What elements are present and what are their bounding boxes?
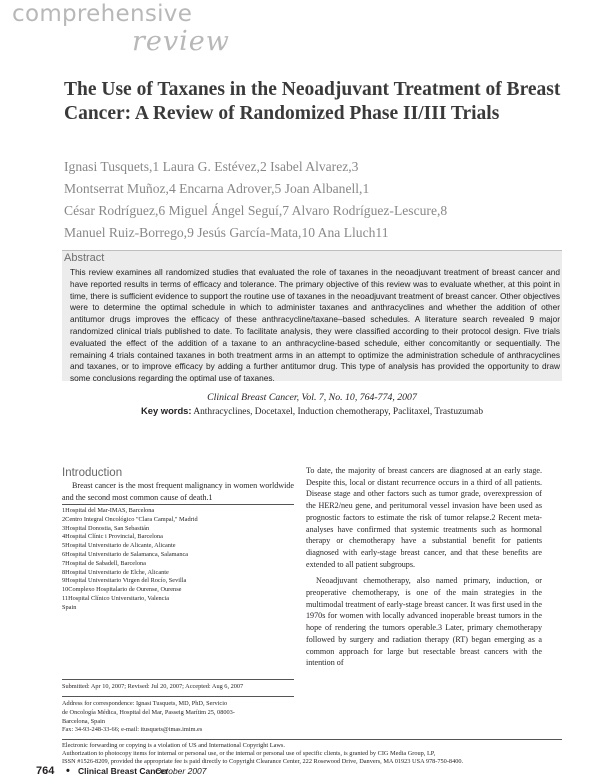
- affiliation: 9Hospital Universitario Virgen del Rocío, Sevilla: [62, 577, 187, 585]
- copyright-line: Electronic forwarding or copying is a violation of US and International Copyright Laws.: [62, 742, 285, 749]
- copyright-line: ISSN #1526-8209, provided the appropriate fee is paid directly to Copyright Clearance Center, 222 Rosewood Drive, Danvers, MA 01923 USA 978-750-8400.: [62, 758, 464, 766]
- correspondence-rule: [62, 696, 294, 697]
- affiliation: 11Hospital Clínico Universitario, Valencia: [62, 594, 170, 602]
- article-title: The Use of Taxanes in the Neoadjuvant Treatment of Breast Cancer: A Review of Randomized Phase II/III Trials: [64, 79, 561, 124]
- affiliation-list: [62, 507, 294, 613]
- submission-dates: Submitted: Apr 10, 2007; Revised: Jul 20, 2007; Accepted: Aug 6, 2007: [62, 683, 244, 690]
- affiliation-rule: [62, 504, 294, 505]
- keywords-text: Anthracyclines, Docetaxel, Induction chemotherapy, Paclitaxel, Trastuzumab: [193, 407, 484, 417]
- affiliation: 5Hospital Universitario de Alicante, Alicante: [62, 542, 176, 550]
- page-number: 764: [36, 765, 55, 777]
- keywords: [62, 405, 562, 417]
- column-two: [306, 465, 542, 674]
- author-line: Montserrat Muñoz,4 Encarna Adrover,5 Joan Albanell,1: [64, 181, 370, 196]
- affiliation: Spain: [62, 603, 77, 611]
- section-label-comprehensive: comprehensive: [12, 1, 193, 27]
- author-line: Manuel Ruiz-Borrego,9 Jesús García-Mata,10 Ana Lluch11: [64, 225, 389, 240]
- copyright-line: Authorization to photocopy items for internal or personal use, or the internal or personal use of specific clients, is granted by CIG Media Group, LP,: [62, 750, 436, 758]
- intro-paragraph: Breast cancer is the most frequent malignancy in women worldwide and the second most common cause of death.1: [62, 481, 294, 502]
- citation: Clinical Breast Cancer, Vol. 7, No. 10, 764-774, 2007: [207, 392, 417, 403]
- affiliation: 1Hospital del Mar-IMAS, Barcelona: [62, 507, 155, 514]
- footer-journal: Clinical Breast Cancer: [78, 766, 169, 776]
- correspondence-line: Address for correspondence: Ignasi Tusquets, MD, PhD, Servicio: [62, 700, 228, 707]
- abstract-text: This review examines all randomized studies that evaluated the role of taxanes in the neoadjuvant treatment of breast cancer and have reported results in terms of efficacy and tolerance. The primary objective of this review was to evaluate whether, at this point in time, there is sufficient evidence to support the routine use of taxanes in the neoadjuvant treatment of breast cancer. Other objectives were to determine the optimal schedule in which to administer taxanes and anthracyclines and whether the addition of other antitumor drugs improves the efficacy of these anthracycline/taxane–based schedules. A literature search revealed 9 major randomized clinical trials published to date. To facilitate analysis, they were classified according to their protocol design. Five trials evaluated the effect of the addition of a taxane to an anthracycline-based schedule, either concomitantly or sequentially. The remaining 4 trials contained taxanes in both treatment arms in an attempt to optimize the administration schedule of anthracyclines and taxanes, or to improve efficacy by adding a further antitumor drug. This type of analysis has provided the opportunity to draw some conclusions regarding the optimal use of taxanes.: [70, 267, 560, 384]
- affiliation: 2Centro Integral Oncológico "Clara Campal," Madrid: [62, 515, 198, 523]
- author-line: César Rodríguez,6 Miguel Ángel Seguí,7 Alvaro Rodríguez-Lescure,8: [64, 203, 448, 218]
- affiliation: 3Hospital Donostia, San Sebastián: [62, 524, 150, 532]
- section-label-review: review: [132, 26, 230, 57]
- author-line: Ignasi Tusquets,1 Laura G. Estévez,2 Isabel Alvarez,3: [64, 159, 359, 174]
- copyright-rule: [62, 739, 562, 740]
- footer-date: October 2007: [155, 766, 207, 776]
- body-paragraph: Neoadjuvant chemotherapy, also named primary, induction, or preoperative chemotherapy, is one of the main strategies in the multimodal treatment of early-stage breast cancer. It was first used in the 1970s for women with locally advanced inoperable breast tumors in the hope of rendering the tumors operable.3 Later, primary chemotherapy followed by surgery and radiation therapy (RT) began emerging as a common approach for large but resectable breast cancers with the intention of: [306, 576, 542, 668]
- affiliation: 7Hospital de Sabadell, Barcelona: [62, 559, 146, 567]
- correspondence-line: Barcelona, Spain: [62, 717, 106, 725]
- keywords-label: Key words:: [140, 405, 192, 416]
- dates-rule: [62, 679, 294, 680]
- affiliation: 4Hospital Clínic i Provincial, Barcelona: [62, 533, 163, 541]
- author-list: [64, 156, 564, 244]
- affiliation: 6Hospital Universitario de Salamanca, Salamanca: [62, 550, 189, 558]
- copyright-notice: [62, 742, 562, 767]
- affiliation: 10Complexo Hospitalario de Ourense, Ourense: [62, 586, 182, 594]
- correspondence-line: de Oncología Médica, Hospital del Mar, Passeig Marítim 25, 08003-: [62, 708, 235, 716]
- correspondence: [62, 700, 294, 735]
- footer-bullet: •: [66, 765, 70, 777]
- correspondence-line: Fax: 34-93-248-33-66; e-mail: itusquets@imas.imim.es: [62, 726, 203, 734]
- introduction-heading: Introduction: [62, 467, 123, 479]
- abstract-label: Abstract: [64, 252, 105, 264]
- affiliation: 8Hospital Universitario de Elche, Alicante: [62, 568, 169, 576]
- body-paragraph: To date, the majority of breast cancers are diagnosed at an early stage. Despite this, local or distant recurrence occurs in a third of all patients. Disease stage and other factors such as tumor grade, overexpression of the HER2/neu gene, and peritumoral vessel invasion have been used as prognostic factors to estimate the risk of tumor relapse.2 Recent meta-analyses have confirmed that systemic treatments such as hormonal therapy or chemotherapy have a substantial benefit for patients diagnosed with early-stage breast cancer, and that these benefits are extended to all patient subgroups.: [306, 466, 542, 569]
